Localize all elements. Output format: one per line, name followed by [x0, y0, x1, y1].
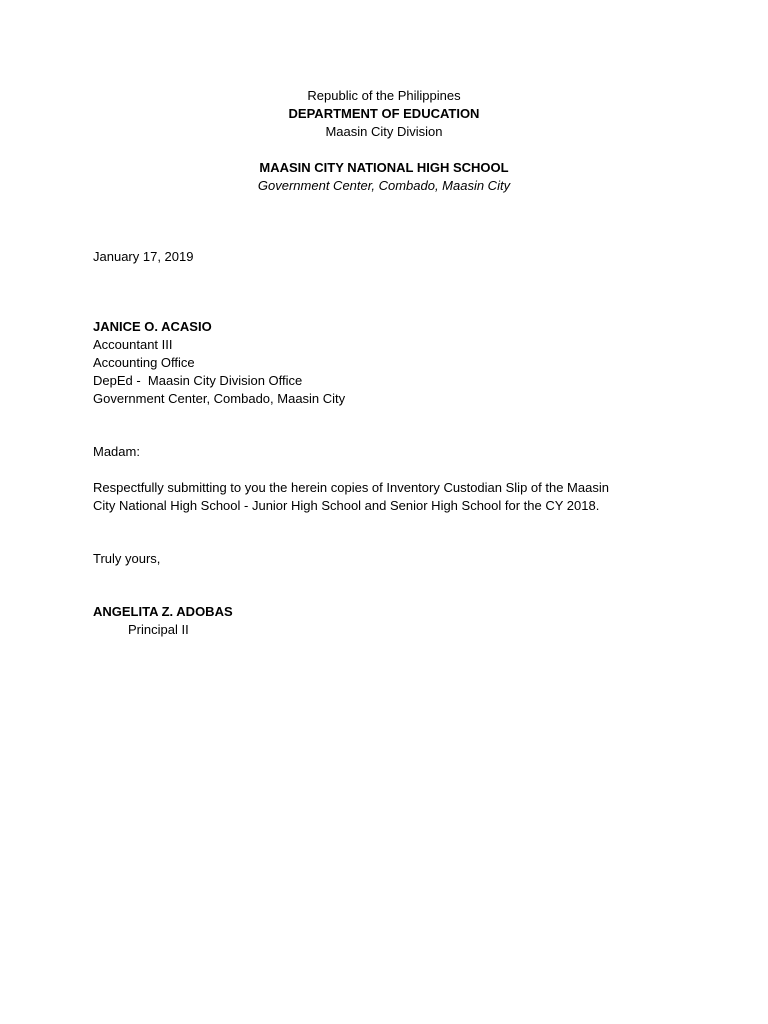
- letterhead-republic: Republic of the Philippines: [307, 88, 461, 103]
- body-line-2: City National High School - Junior High School and Senior High School for the CY 2018.: [93, 498, 600, 513]
- signatory-title: Principal II: [128, 622, 189, 637]
- recipient-title: Accountant III: [93, 337, 173, 352]
- recipient-name: JANICE O. ACASIO: [93, 319, 212, 334]
- recipient-office: Accounting Office: [93, 355, 195, 370]
- school-address: Government Center, Combado, Maasin City: [257, 178, 511, 193]
- letterhead-department: DEPARTMENT OF EDUCATION: [288, 106, 480, 121]
- body-line-1: Respectfully submitting to you the herein copies of Inventory Custodian Slip of the Maasin: [93, 480, 609, 495]
- school-name: MAASIN CITY NATIONAL HIGH SCHOOL: [259, 160, 509, 175]
- signatory-name: ANGELITA Z. ADOBAS: [93, 604, 233, 619]
- salutation: Madam:: [93, 444, 140, 459]
- letterhead-division: Maasin City Division: [325, 124, 443, 139]
- closing: Truly yours,: [93, 551, 161, 566]
- recipient-address: Government Center, Combado, Maasin City: [93, 391, 346, 406]
- recipient-division: DepEd - Maasin City Division Office: [93, 373, 303, 388]
- letter-date: January 17, 2019: [93, 249, 194, 264]
